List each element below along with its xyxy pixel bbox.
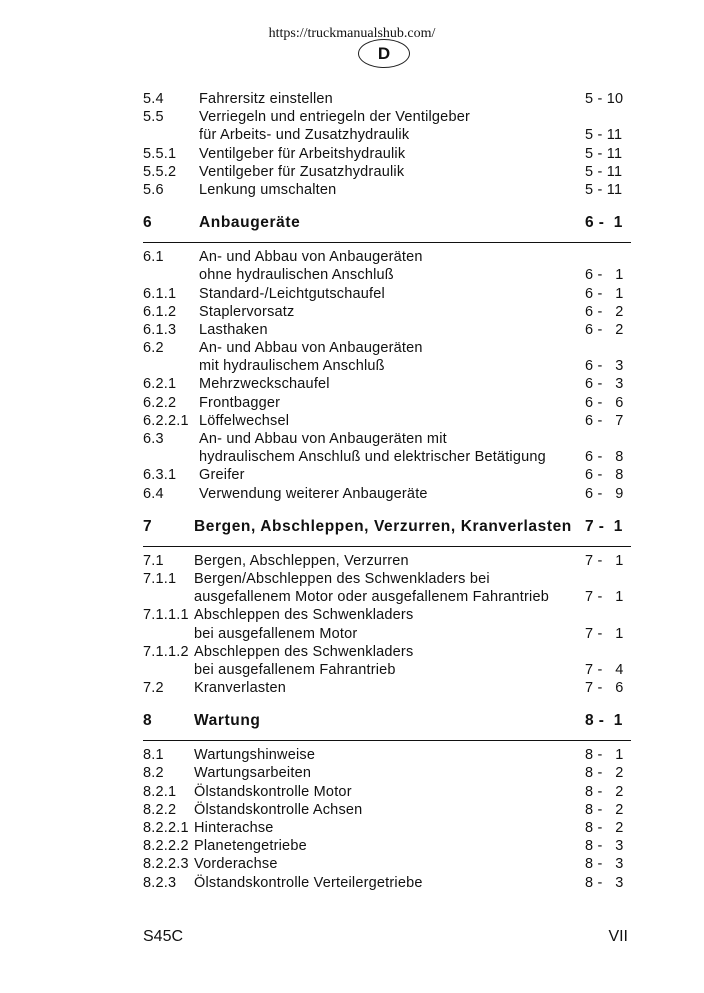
entry-page: 6 - 3 bbox=[585, 358, 624, 375]
entry-number: 6.1.1 bbox=[143, 285, 177, 302]
entry-number: 8.2.3 bbox=[143, 874, 177, 891]
entry-title: ohne hydraulischen Anschluß bbox=[199, 267, 394, 284]
toc-entry bbox=[143, 643, 631, 661]
entry-title: mit hydraulischem Anschluß bbox=[199, 358, 385, 375]
language-badge: D bbox=[358, 39, 410, 68]
entry-page: 7 - 1 bbox=[585, 625, 624, 642]
chapter-heading bbox=[143, 708, 631, 734]
toc-entry bbox=[143, 837, 631, 855]
toc-entry bbox=[143, 430, 631, 448]
entry-number: 8.2.2 bbox=[143, 801, 177, 818]
toc-entry bbox=[143, 606, 631, 624]
chapter-page: 6 - 1 bbox=[585, 214, 623, 232]
chapter-divider bbox=[143, 242, 631, 243]
entry-number: 7.1.1.1 bbox=[143, 607, 189, 624]
toc-entry bbox=[143, 357, 631, 375]
entry-number: 8.2.2.2 bbox=[143, 838, 189, 855]
toc-entry bbox=[143, 394, 631, 412]
toc-entry bbox=[143, 412, 631, 430]
toc-entry bbox=[143, 783, 631, 801]
entry-number: 6.1.3 bbox=[143, 321, 177, 338]
source-url[interactable]: https://truckmanualshub.com/ bbox=[268, 26, 436, 41]
entry-number: 6.2.2.1 bbox=[143, 412, 189, 429]
entry-title: Ölstandskontrolle Verteilergetriebe bbox=[194, 874, 423, 891]
entry-page: 5 - 10 bbox=[585, 91, 624, 107]
entry-title: Ölstandskontrolle Achsen bbox=[194, 801, 363, 818]
chapter-page: 7 - 1 bbox=[585, 517, 623, 535]
entry-page: 6 - 1 bbox=[585, 267, 624, 284]
table-of-contents bbox=[143, 90, 631, 892]
toc-entry bbox=[143, 679, 631, 697]
entry-number: 8.2.2.1 bbox=[143, 820, 189, 836]
entry-title: Mehrzweckschaufel bbox=[199, 376, 330, 393]
entry-title: Ventilgeber für Zusatzhydraulik bbox=[199, 163, 405, 180]
toc-entry bbox=[143, 126, 631, 144]
entry-title: Lenkung umschalten bbox=[199, 181, 337, 198]
toc-entry bbox=[143, 448, 631, 466]
chapter-title: Anbaugeräte bbox=[199, 214, 301, 232]
entry-title: für Arbeits- und Zusatzhydraulik bbox=[199, 127, 410, 144]
chapter-number: 6 bbox=[143, 214, 153, 232]
chapter-divider bbox=[143, 740, 631, 741]
entry-number: 5.5.2 bbox=[143, 163, 177, 180]
toc-entry bbox=[143, 661, 631, 679]
entry-title: Ventilgeber für Arbeitshydraulik bbox=[199, 145, 406, 162]
entry-page: 6 - 1 bbox=[585, 285, 624, 302]
entry-title: hydraulischem Anschluß und elektrischer Betätigung bbox=[199, 449, 546, 466]
entry-page: 6 - 6 bbox=[585, 394, 624, 411]
entry-number: 5.5.1 bbox=[143, 145, 177, 162]
entry-title: Standard-/Leichtgutschaufel bbox=[199, 285, 385, 302]
model-label: S45C bbox=[143, 928, 184, 945]
chapter-page: 8 - 1 bbox=[585, 712, 623, 730]
toc-entry bbox=[143, 485, 631, 503]
toc-entry bbox=[143, 303, 631, 321]
toc-entry bbox=[143, 108, 631, 126]
entry-page: 8 - 3 bbox=[585, 856, 624, 873]
entry-title: Greifer bbox=[199, 467, 245, 484]
entry-title: Wartungsarbeiten bbox=[194, 765, 312, 782]
entry-page: 8 - 2 bbox=[585, 765, 624, 782]
entry-number: 5.4 bbox=[143, 91, 164, 107]
toc-entry bbox=[143, 266, 631, 284]
entry-page: 5 - 11 bbox=[585, 181, 623, 198]
entry-page: 6 - 8 bbox=[585, 449, 624, 466]
chapter-heading bbox=[143, 210, 631, 236]
entry-number: 7.2 bbox=[143, 680, 164, 697]
toc-entry bbox=[143, 552, 631, 570]
entry-number: 8.1 bbox=[143, 747, 164, 764]
toc-entry bbox=[143, 801, 631, 819]
toc-entry bbox=[143, 181, 631, 199]
entry-page: 6 - 8 bbox=[585, 467, 624, 484]
entry-title: Lasthaken bbox=[199, 321, 268, 338]
entry-title: Löffelwechsel bbox=[199, 412, 290, 429]
toc-entry bbox=[143, 163, 631, 181]
entry-page: 7 - 4 bbox=[585, 661, 624, 678]
entry-number: 6.2.2 bbox=[143, 394, 177, 411]
toc-entry bbox=[143, 145, 631, 163]
entry-page: 5 - 11 bbox=[585, 145, 623, 162]
entry-number: 6.3 bbox=[143, 431, 164, 447]
entry-title: Fahrersitz einstellen bbox=[199, 91, 333, 107]
toc-entry bbox=[143, 339, 631, 357]
entry-number: 7.1.1.2 bbox=[143, 643, 189, 660]
entry-page: 6 - 2 bbox=[585, 321, 624, 338]
chapter-number: 8 bbox=[143, 712, 153, 730]
entry-title: Kranverlasten bbox=[194, 680, 287, 697]
toc-entry bbox=[143, 819, 631, 837]
entry-title: Abschleppen des Schwenkladers bbox=[194, 607, 414, 624]
toc-entry bbox=[143, 285, 631, 303]
entry-page: 8 - 2 bbox=[585, 801, 624, 818]
entry-title: An- und Abbau von Anbaugeräten bbox=[199, 249, 423, 266]
entry-title: Abschleppen des Schwenkladers bbox=[194, 643, 414, 660]
entry-title: An- und Abbau von Anbaugeräten mit bbox=[199, 431, 447, 447]
entry-title: Frontbagger bbox=[199, 394, 281, 411]
entry-title: Verwendung weiterer Anbaugeräte bbox=[199, 485, 428, 502]
entry-title: Verriegeln und entriegeln der Ventilgeber bbox=[199, 109, 470, 126]
toc-entry bbox=[143, 855, 631, 873]
toc-entry bbox=[143, 570, 631, 588]
entry-number: 5.5 bbox=[143, 109, 164, 126]
toc-entry bbox=[143, 764, 631, 782]
section-gap bbox=[143, 697, 631, 708]
section-gap bbox=[143, 199, 631, 210]
entry-page: 8 - 2 bbox=[585, 783, 624, 800]
entry-number: 8.2.2.3 bbox=[143, 856, 189, 873]
entry-title: Vorderachse bbox=[194, 856, 278, 873]
toc-entry bbox=[143, 874, 631, 892]
entry-title: Wartungshinweise bbox=[194, 747, 316, 764]
entry-number: 6.1 bbox=[143, 249, 164, 266]
chapter-heading bbox=[143, 514, 631, 540]
entry-page: 7 - 1 bbox=[585, 552, 624, 569]
entry-title: bei ausgefallenem Fahrantrieb bbox=[194, 661, 396, 678]
entry-number: 6.1.2 bbox=[143, 303, 177, 320]
page-number: VII bbox=[608, 928, 628, 945]
entry-number: 5.6 bbox=[143, 181, 164, 198]
entry-page: 6 - 9 bbox=[585, 485, 624, 502]
chapter-number: 7 bbox=[143, 517, 153, 535]
entry-page: 8 - 1 bbox=[585, 747, 624, 764]
toc-entry bbox=[143, 321, 631, 339]
entry-page: 5 - 11 bbox=[585, 127, 623, 144]
entry-number: 6.4 bbox=[143, 485, 164, 502]
toc-entry bbox=[143, 746, 631, 764]
chapter-title: Bergen, Abschleppen, Verzurren, Kranverlasten bbox=[194, 517, 572, 535]
entry-title: Bergen/Abschleppen des Schwenkladers bei bbox=[194, 570, 490, 587]
chapter-title: Wartung bbox=[194, 712, 261, 730]
toc-entry bbox=[143, 625, 631, 643]
section-gap bbox=[143, 503, 631, 514]
entry-number: 7.1.1 bbox=[143, 570, 177, 587]
entry-page: 6 - 7 bbox=[585, 412, 624, 429]
toc-entry bbox=[143, 90, 631, 108]
entry-page: 6 - 2 bbox=[585, 303, 624, 320]
entry-page: 8 - 3 bbox=[585, 838, 624, 855]
entry-page: 8 - 2 bbox=[585, 820, 624, 836]
entry-number: 8.2 bbox=[143, 765, 164, 782]
entry-page: 6 - 3 bbox=[585, 376, 624, 393]
entry-title: Bergen, Abschleppen, Verzurren bbox=[194, 552, 409, 569]
entry-title: Staplervorsatz bbox=[199, 303, 295, 320]
entry-title: Ölstandskontrolle Motor bbox=[194, 783, 352, 800]
entry-title: Planetengetriebe bbox=[194, 838, 307, 855]
entry-number: 7.1 bbox=[143, 552, 164, 569]
toc-entry bbox=[143, 588, 631, 606]
chapter-divider bbox=[143, 546, 631, 547]
entry-title: Hinterachse bbox=[194, 820, 274, 836]
entry-title: bei ausgefallenem Motor bbox=[194, 625, 358, 642]
entry-page: 7 - 6 bbox=[585, 680, 624, 697]
entry-title: An- und Abbau von Anbaugeräten bbox=[199, 340, 423, 357]
toc-entry bbox=[143, 375, 631, 393]
entry-number: 6.2 bbox=[143, 340, 164, 357]
toc-entry bbox=[143, 248, 631, 266]
entry-title: ausgefallenem Motor oder ausgefallenem Fahrantrieb bbox=[194, 589, 549, 606]
entry-number: 8.2.1 bbox=[143, 783, 177, 800]
entry-page: 8 - 3 bbox=[585, 874, 624, 891]
entry-number: 6.2.1 bbox=[143, 376, 177, 393]
entry-page: 7 - 1 bbox=[585, 589, 624, 606]
entry-number: 6.3.1 bbox=[143, 467, 177, 484]
entry-page: 5 - 11 bbox=[585, 163, 623, 180]
toc-entry bbox=[143, 466, 631, 484]
